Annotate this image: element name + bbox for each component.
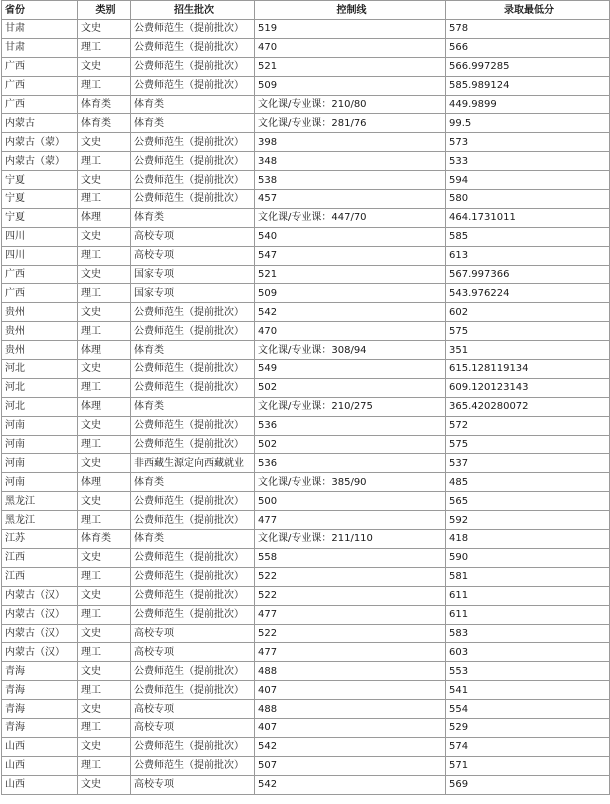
table-row xyxy=(2,322,610,341)
cell-min-score: 543.976224 xyxy=(446,284,610,303)
cell-province: 黑龙江 xyxy=(2,511,78,530)
table-body xyxy=(2,20,610,795)
cell-category: 理工 xyxy=(78,605,131,624)
cell-batch: 公费师范生（提前批次） xyxy=(131,662,255,681)
table-row xyxy=(2,775,610,794)
table-row xyxy=(2,133,610,152)
cell-category: 体育类 xyxy=(78,114,131,133)
cell-province: 江苏 xyxy=(2,530,78,549)
cell-min-score: 575 xyxy=(446,435,610,454)
cell-province: 贵州 xyxy=(2,322,78,341)
cell-min-score: 575 xyxy=(446,322,610,341)
cell-category: 理工 xyxy=(78,643,131,662)
cell-province: 江西 xyxy=(2,567,78,586)
cell-control-line: 542 xyxy=(255,775,446,794)
cell-category: 文史 xyxy=(78,227,131,246)
table-row xyxy=(2,756,610,775)
cell-category: 文史 xyxy=(78,57,131,76)
cell-category: 理工 xyxy=(78,378,131,397)
cell-category: 文史 xyxy=(78,416,131,435)
cell-min-score: 99.5 xyxy=(446,114,610,133)
cell-category: 文史 xyxy=(78,492,131,511)
cell-control-line: 540 xyxy=(255,227,446,246)
cell-category: 文史 xyxy=(78,586,131,605)
table-row xyxy=(2,114,610,133)
cell-province: 河南 xyxy=(2,473,78,492)
table-row xyxy=(2,681,610,700)
cell-control-line: 398 xyxy=(255,133,446,152)
cell-category: 文史 xyxy=(78,737,131,756)
cell-min-score: 583 xyxy=(446,624,610,643)
cell-control-line: 509 xyxy=(255,76,446,95)
cell-batch: 体育类 xyxy=(131,530,255,549)
cell-control-line: 477 xyxy=(255,511,446,530)
cell-min-score: 573 xyxy=(446,133,610,152)
cell-min-score: 541 xyxy=(446,681,610,700)
cell-batch: 体育类 xyxy=(131,397,255,416)
cell-min-score: 567.997366 xyxy=(446,265,610,284)
cell-province: 内蒙古（蒙） xyxy=(2,133,78,152)
cell-control-line: 521 xyxy=(255,57,446,76)
cell-control-line: 542 xyxy=(255,737,446,756)
cell-control-line: 348 xyxy=(255,152,446,171)
cell-min-score: 571 xyxy=(446,756,610,775)
table-row xyxy=(2,548,610,567)
table-row xyxy=(2,360,610,379)
cell-batch: 高校专项 xyxy=(131,227,255,246)
cell-control-line: 文化课/专业课：308/94 xyxy=(255,341,446,360)
cell-province: 贵州 xyxy=(2,341,78,360)
cell-category: 理工 xyxy=(78,681,131,700)
header-batch: 招生批次 xyxy=(131,1,255,20)
cell-province: 广西 xyxy=(2,284,78,303)
cell-batch: 体育类 xyxy=(131,114,255,133)
cell-min-score: 592 xyxy=(446,511,610,530)
cell-category: 理工 xyxy=(78,435,131,454)
cell-category: 文史 xyxy=(78,171,131,190)
cell-min-score: 464.1731011 xyxy=(446,208,610,227)
cell-category: 体理 xyxy=(78,208,131,227)
cell-province: 青海 xyxy=(2,718,78,737)
header-min-score: 录取最低分 xyxy=(446,1,610,20)
cell-province: 贵州 xyxy=(2,303,78,322)
cell-category: 理工 xyxy=(78,567,131,586)
table-row xyxy=(2,718,610,737)
cell-control-line: 522 xyxy=(255,586,446,605)
cell-batch: 国家专项 xyxy=(131,265,255,284)
cell-min-score: 449.9899 xyxy=(446,95,610,114)
cell-batch: 公费师范生（提前批次） xyxy=(131,57,255,76)
cell-control-line: 470 xyxy=(255,322,446,341)
table-row xyxy=(2,435,610,454)
cell-batch: 公费师范生（提前批次） xyxy=(131,681,255,700)
cell-control-line: 文化课/专业课：210/80 xyxy=(255,95,446,114)
cell-province: 山西 xyxy=(2,775,78,794)
cell-batch: 高校专项 xyxy=(131,246,255,265)
cell-province: 宁夏 xyxy=(2,208,78,227)
cell-min-score: 485 xyxy=(446,473,610,492)
cell-min-score: 611 xyxy=(446,605,610,624)
cell-control-line: 文化课/专业课：385/90 xyxy=(255,473,446,492)
table-row xyxy=(2,737,610,756)
cell-batch: 公费师范生（提前批次） xyxy=(131,360,255,379)
cell-category: 理工 xyxy=(78,76,131,95)
table-row xyxy=(2,265,610,284)
cell-province: 河南 xyxy=(2,435,78,454)
cell-min-score: 580 xyxy=(446,190,610,209)
table-row xyxy=(2,416,610,435)
table-row xyxy=(2,38,610,57)
cell-category: 文史 xyxy=(78,360,131,379)
cell-province: 河南 xyxy=(2,454,78,473)
table-row xyxy=(2,624,610,643)
cell-min-score: 611 xyxy=(446,586,610,605)
cell-control-line: 507 xyxy=(255,756,446,775)
cell-category: 体育类 xyxy=(78,95,131,114)
cell-control-line: 542 xyxy=(255,303,446,322)
cell-control-line: 457 xyxy=(255,190,446,209)
cell-category: 文史 xyxy=(78,133,131,152)
table-row xyxy=(2,171,610,190)
cell-min-score: 613 xyxy=(446,246,610,265)
cell-min-score: 581 xyxy=(446,567,610,586)
cell-control-line: 488 xyxy=(255,662,446,681)
cell-batch: 公费师范生（提前批次） xyxy=(131,152,255,171)
cell-batch: 公费师范生（提前批次） xyxy=(131,605,255,624)
cell-province: 内蒙古（汉） xyxy=(2,624,78,643)
table-row xyxy=(2,20,610,39)
table-row xyxy=(2,341,610,360)
table-row xyxy=(2,492,610,511)
cell-min-score: 569 xyxy=(446,775,610,794)
table-row xyxy=(2,208,610,227)
cell-batch: 体育类 xyxy=(131,208,255,227)
cell-control-line: 538 xyxy=(255,171,446,190)
cell-batch: 公费师范生（提前批次） xyxy=(131,548,255,567)
cell-batch: 公费师范生（提前批次） xyxy=(131,303,255,322)
cell-batch: 公费师范生（提前批次） xyxy=(131,756,255,775)
cell-control-line: 509 xyxy=(255,284,446,303)
cell-control-line: 547 xyxy=(255,246,446,265)
cell-province: 内蒙古（汉） xyxy=(2,643,78,662)
cell-batch: 高校专项 xyxy=(131,700,255,719)
header-category: 类别 xyxy=(78,1,131,20)
cell-batch: 体育类 xyxy=(131,473,255,492)
cell-control-line: 519 xyxy=(255,20,446,39)
cell-batch: 国家专项 xyxy=(131,284,255,303)
cell-min-score: 365.420280072 xyxy=(446,397,610,416)
table-row xyxy=(2,190,610,209)
cell-province: 河北 xyxy=(2,378,78,397)
cell-min-score: 553 xyxy=(446,662,610,681)
cell-control-line: 470 xyxy=(255,38,446,57)
cell-category: 文史 xyxy=(78,265,131,284)
cell-batch: 高校专项 xyxy=(131,643,255,662)
cell-category: 体理 xyxy=(78,473,131,492)
header-province: 省份 xyxy=(2,1,78,20)
table-row xyxy=(2,567,610,586)
cell-control-line: 536 xyxy=(255,454,446,473)
cell-province: 山西 xyxy=(2,756,78,775)
cell-control-line: 502 xyxy=(255,378,446,397)
table-row xyxy=(2,246,610,265)
cell-batch: 公费师范生（提前批次） xyxy=(131,322,255,341)
admission-scores-table xyxy=(1,0,610,795)
cell-batch: 非西藏生源定向西藏就业 xyxy=(131,454,255,473)
cell-min-score: 615.128119134 xyxy=(446,360,610,379)
cell-control-line: 文化课/专业课：281/76 xyxy=(255,114,446,133)
cell-batch: 公费师范生（提前批次） xyxy=(131,492,255,511)
cell-category: 理工 xyxy=(78,322,131,341)
cell-category: 理工 xyxy=(78,152,131,171)
cell-min-score: 590 xyxy=(446,548,610,567)
table-row xyxy=(2,700,610,719)
table-row xyxy=(2,397,610,416)
table-row xyxy=(2,152,610,171)
cell-category: 文史 xyxy=(78,454,131,473)
cell-min-score: 602 xyxy=(446,303,610,322)
cell-control-line: 477 xyxy=(255,605,446,624)
cell-min-score: 565 xyxy=(446,492,610,511)
cell-batch: 公费师范生（提前批次） xyxy=(131,586,255,605)
cell-min-score: 609.120123143 xyxy=(446,378,610,397)
cell-control-line: 500 xyxy=(255,492,446,511)
cell-province: 青海 xyxy=(2,681,78,700)
cell-category: 理工 xyxy=(78,284,131,303)
cell-province: 广西 xyxy=(2,95,78,114)
cell-control-line: 558 xyxy=(255,548,446,567)
cell-category: 理工 xyxy=(78,718,131,737)
cell-category: 体理 xyxy=(78,341,131,360)
cell-category: 理工 xyxy=(78,38,131,57)
cell-province: 青海 xyxy=(2,700,78,719)
cell-min-score: 554 xyxy=(446,700,610,719)
table-header-row xyxy=(2,1,610,20)
cell-control-line: 522 xyxy=(255,624,446,643)
cell-batch: 公费师范生（提前批次） xyxy=(131,38,255,57)
cell-min-score: 585.989124 xyxy=(446,76,610,95)
cell-province: 江西 xyxy=(2,548,78,567)
cell-control-line: 407 xyxy=(255,718,446,737)
cell-province: 内蒙古 xyxy=(2,114,78,133)
cell-batch: 体育类 xyxy=(131,95,255,114)
cell-province: 青海 xyxy=(2,662,78,681)
cell-province: 甘肃 xyxy=(2,20,78,39)
cell-batch: 公费师范生（提前批次） xyxy=(131,567,255,586)
cell-batch: 高校专项 xyxy=(131,775,255,794)
table-row xyxy=(2,530,610,549)
cell-province: 宁夏 xyxy=(2,190,78,209)
cell-batch: 公费师范生（提前批次） xyxy=(131,511,255,530)
cell-min-score: 594 xyxy=(446,171,610,190)
cell-category: 文史 xyxy=(78,548,131,567)
cell-batch: 公费师范生（提前批次） xyxy=(131,190,255,209)
table-row xyxy=(2,454,610,473)
cell-province: 内蒙古（汉） xyxy=(2,605,78,624)
cell-batch: 公费师范生（提前批次） xyxy=(131,171,255,190)
cell-category: 文史 xyxy=(78,303,131,322)
cell-category: 体育类 xyxy=(78,530,131,549)
cell-batch: 公费师范生（提前批次） xyxy=(131,20,255,39)
cell-batch: 公费师范生（提前批次） xyxy=(131,378,255,397)
cell-control-line: 文化课/专业课：447/70 xyxy=(255,208,446,227)
cell-category: 理工 xyxy=(78,190,131,209)
cell-province: 河北 xyxy=(2,360,78,379)
table-row xyxy=(2,586,610,605)
table-row xyxy=(2,643,610,662)
cell-control-line: 536 xyxy=(255,416,446,435)
cell-batch: 公费师范生（提前批次） xyxy=(131,416,255,435)
table-row xyxy=(2,284,610,303)
cell-province: 内蒙古（汉） xyxy=(2,586,78,605)
cell-category: 理工 xyxy=(78,246,131,265)
cell-province: 黑龙江 xyxy=(2,492,78,511)
cell-min-score: 603 xyxy=(446,643,610,662)
cell-control-line: 521 xyxy=(255,265,446,284)
table-row xyxy=(2,605,610,624)
cell-province: 甘肃 xyxy=(2,38,78,57)
cell-min-score: 585 xyxy=(446,227,610,246)
cell-batch: 公费师范生（提前批次） xyxy=(131,737,255,756)
cell-min-score: 572 xyxy=(446,416,610,435)
cell-province: 宁夏 xyxy=(2,171,78,190)
cell-batch: 公费师范生（提前批次） xyxy=(131,133,255,152)
table-row xyxy=(2,95,610,114)
cell-province: 内蒙古（蒙） xyxy=(2,152,78,171)
cell-batch: 公费师范生（提前批次） xyxy=(131,76,255,95)
cell-control-line: 488 xyxy=(255,700,446,719)
cell-province: 四川 xyxy=(2,246,78,265)
cell-category: 理工 xyxy=(78,511,131,530)
cell-batch: 体育类 xyxy=(131,341,255,360)
cell-province: 河北 xyxy=(2,397,78,416)
cell-category: 文史 xyxy=(78,20,131,39)
cell-min-score: 418 xyxy=(446,530,610,549)
cell-min-score: 566.997285 xyxy=(446,57,610,76)
table-row xyxy=(2,473,610,492)
cell-control-line: 文化课/专业课：210/275 xyxy=(255,397,446,416)
cell-province: 广西 xyxy=(2,57,78,76)
cell-category: 文史 xyxy=(78,775,131,794)
cell-control-line: 文化课/专业课：211/110 xyxy=(255,530,446,549)
cell-category: 理工 xyxy=(78,756,131,775)
cell-min-score: 578 xyxy=(446,20,610,39)
cell-min-score: 351 xyxy=(446,341,610,360)
table-row xyxy=(2,227,610,246)
table-row xyxy=(2,662,610,681)
cell-category: 文史 xyxy=(78,700,131,719)
cell-category: 文史 xyxy=(78,624,131,643)
table-row xyxy=(2,303,610,322)
table-row xyxy=(2,57,610,76)
cell-province: 广西 xyxy=(2,265,78,284)
table-row xyxy=(2,378,610,397)
cell-min-score: 529 xyxy=(446,718,610,737)
cell-control-line: 477 xyxy=(255,643,446,662)
cell-province: 河南 xyxy=(2,416,78,435)
cell-category: 文史 xyxy=(78,662,131,681)
table-row xyxy=(2,76,610,95)
cell-batch: 高校专项 xyxy=(131,624,255,643)
cell-min-score: 537 xyxy=(446,454,610,473)
cell-control-line: 522 xyxy=(255,567,446,586)
header-control-line: 控制线 xyxy=(255,1,446,20)
table-row xyxy=(2,511,610,530)
cell-control-line: 502 xyxy=(255,435,446,454)
cell-batch: 公费师范生（提前批次） xyxy=(131,435,255,454)
cell-province: 广西 xyxy=(2,76,78,95)
cell-control-line: 407 xyxy=(255,681,446,700)
cell-min-score: 566 xyxy=(446,38,610,57)
cell-batch: 高校专项 xyxy=(131,718,255,737)
cell-province: 山西 xyxy=(2,737,78,756)
cell-control-line: 549 xyxy=(255,360,446,379)
cell-min-score: 574 xyxy=(446,737,610,756)
cell-category: 体理 xyxy=(78,397,131,416)
cell-province: 四川 xyxy=(2,227,78,246)
cell-min-score: 533 xyxy=(446,152,610,171)
